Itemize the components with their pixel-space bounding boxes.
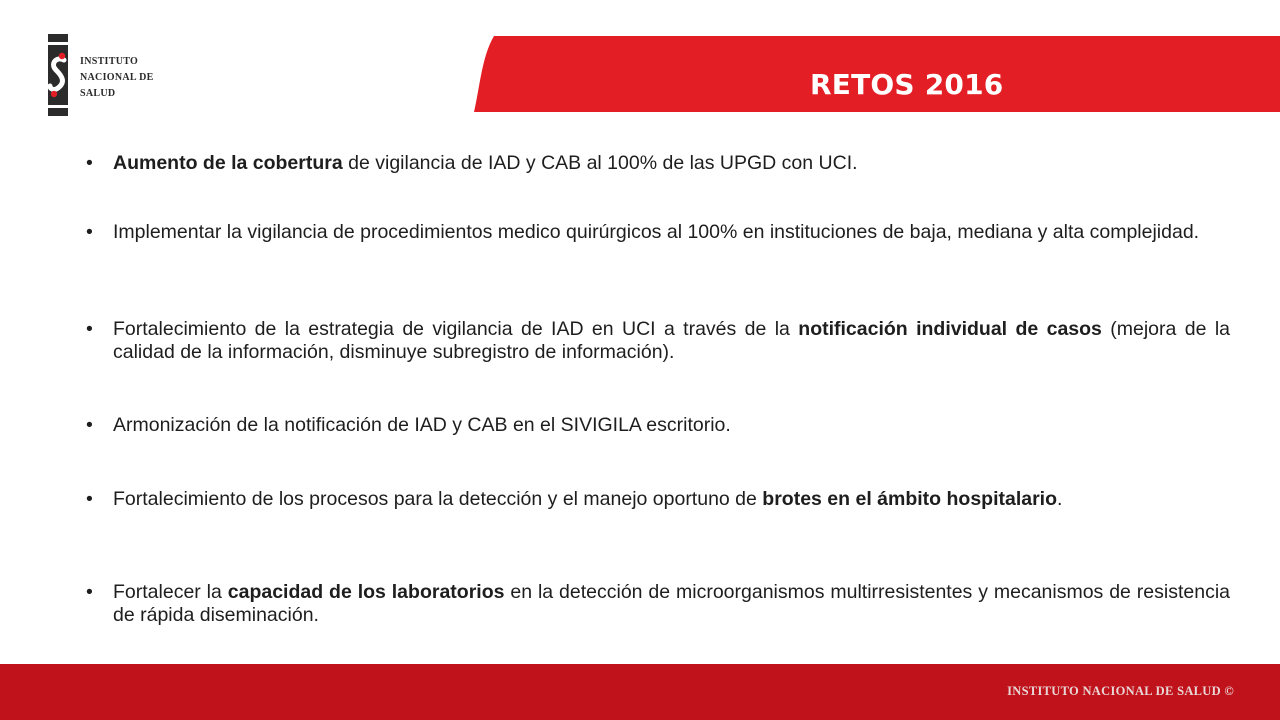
bullet-text-regular: en la detección de microorganismos multirresistentes y mecanismos de resistencia de rápida diseminación. — [113, 581, 1231, 626]
bullet-text-regular: Fortalecimiento de los procesos para la detección y el manejo oportuno de — [113, 488, 763, 510]
bullet-marker: • — [86, 581, 93, 603]
logo-line-1: INSTITUTO — [80, 56, 139, 67]
bullet-text — [113, 488, 1230, 511]
bullet-text-regular: Fortalecer la — [113, 581, 228, 603]
ins-logo-text — [80, 54, 154, 102]
bullet-marker: • — [86, 152, 93, 174]
bullet-marker: • — [86, 221, 93, 243]
bullet-text-bold: brotes en el ámbito hospitalario — [762, 488, 1058, 510]
bullet-text — [113, 221, 1230, 244]
bullet-text-bold: Aumento de la cobertura — [113, 152, 343, 174]
bullet-text-regular: de vigilancia de IAD y CAB al 100% de las UPGD con UCI. — [342, 152, 858, 174]
footer-text: INSTITUTO NACIONAL DE SALUD © — [1007, 684, 1234, 698]
ins-logo — [44, 34, 164, 116]
logo-line-3: SALUD — [80, 88, 116, 99]
ins-logo-mark-icon — [44, 34, 72, 116]
bullet-marker: • — [86, 488, 93, 510]
bullet-text-regular: Implementar la vigilancia de procedimientos medico quirúrgicos al 100% en instituciones de baja, mediana y alta complejidad. — [113, 221, 1200, 243]
bullet-text — [113, 414, 1230, 437]
bullet-text — [113, 318, 1230, 364]
logo-line-2: NACIONAL DE — [80, 72, 154, 83]
bullet-marker: • — [86, 318, 93, 340]
bullet-text-regular: . — [1057, 488, 1063, 510]
bullet-marker: • — [86, 414, 93, 436]
bullet-text — [113, 581, 1230, 627]
bullet-text-bold: notificación individual de casos — [798, 318, 1102, 340]
slide-title: RETOS 2016 — [810, 68, 1004, 101]
bullet-text — [113, 152, 1230, 175]
bullet-text-regular: (mejora de la calidad de la información, disminuye subregistro de información). — [113, 318, 1230, 363]
bullet-text-regular: Armonización de la notificación de IAD y CAB en el SIVIGILA escritorio. — [113, 414, 731, 436]
footer-bar — [0, 664, 1280, 720]
bullet-text-regular: Fortalecimiento de la estrategia de vigilancia de IAD en UCI a través de la — [113, 318, 799, 340]
bullet-text-bold: capacidad de los laboratorios — [227, 581, 505, 603]
